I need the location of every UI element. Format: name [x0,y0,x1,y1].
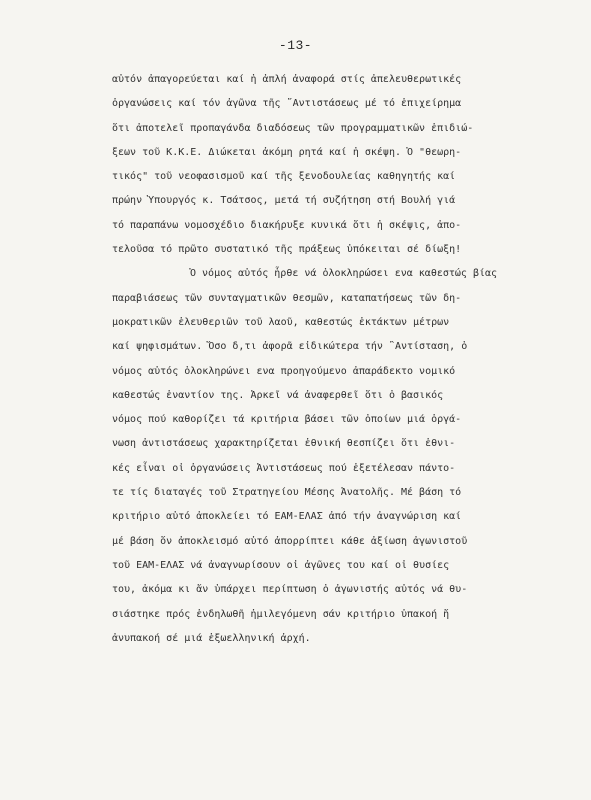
text-line: νωση ἀντιστάσεως χαρακτηρίζεται ἐθνική θεσπίζει ὅτι ἐθνι- [112,438,456,450]
text-line: κριτήριο αὐτό ἀποκλείει τό ΕΑΜ-ΕΛΑΣ ἀπό τήν ἀναγνώριση καί [112,511,462,523]
text-line: τοῦ ΕΑΜ-ΕΛΑΣ νά ἀναγνωρίσουν οἱ ἀγῶνες του καί οἱ θυσίες [112,559,450,571]
text-line: Ὁ νόμος αὐτός ἦρθε νά ὁλοκληρώσει ενα καθεστώς βίας [190,268,498,280]
text-line: αὐτόν ἀπαγορεύεται καί ἡ ἁπλή ἀναφορά στίς ἀπελευθερωτικές [112,74,462,85]
text-line: ξεων τοῦ Κ.Κ.Ε. Διώκεται ἀκόμη ρητά καί ἡ σκέψη. Ὁ "θεωρη- [112,146,462,158]
page-number: -13- [278,38,313,53]
text-line: τικός" τοῦ νεοφασισμοῦ καί τῆς ξενοδουλείας καθηγητής καί [112,171,456,183]
text-line: τελοῦσα τό πρῶτο συστατικό τῆς πράξεως ὑπόκειται σέ δίωξη! [112,244,462,256]
text-line: μοκρατικῶν ἐλευθεριῶν τοῦ λαοῦ, καθεστώς ἐκτάκτων μέτρων [112,316,450,328]
body-text [112,68,577,651]
text-line: νόμος αὐτός ὁλοκληρώνει ενα προηγούμενο ἀπαράδεκτο νομικό [112,365,456,377]
text-line: νόμος πού καθορίζει τά κριτήρια βάσει τῶν ὁποίων μιά ὀργά- [112,414,462,426]
text-line: ἀνυπακοή σέ μιά ἐξωελληνική ἀρχή. [112,632,311,644]
text-line: ὅτι ἀποτελεῖ προπαγάνδα διαδόσεως τῶν προγραμματικῶν ἐπιδιώ- [112,122,474,134]
text-line: ὀργανώσεις καί τόν ἀγῶνα τῆς ῎Αντιστάσεως μέ τό ἐπιχείρημα [112,98,462,110]
text-line: πρώην Ὑπουργός κ. Τσάτσος, μετά τή συζήτηση στή Βουλή γιά [112,195,456,207]
text-line: καί ψηφισμάτων. Ὅσο δ,τι ἀφορᾶ εἰδικώτερα τήν ῍Αντίσταση, ὁ [112,341,468,353]
text-line: τε τίς διαταγές τοῦ Στρατηγείου Μέσης Ἀνατολῆς. Μέ βάση τό [112,487,462,499]
text-line: τό παραπάνω νομοσχέδιο διακήρυξε κυνικά ὅτι ἡ σκέψις, ἀπο- [112,219,462,231]
text-line: μέ βάση ὅν ἀποκλεισμό αὐτό ἀπορρίπτει κάθε ἀξίωση ἀγωνιστοῦ [112,535,468,547]
text-line: καθεστώς ἐναντίον της. Ἀρκεῖ νά ἀναφερθεῖ ὅτι ὁ βασικός [112,389,444,401]
text-line: του, ἀκόμα κι ἄν ὑπάρχει περίπτωση ὁ ἀγωνιστής αὐτός νά θυ- [112,584,468,596]
text-line: κές εἶναι οἱ ὀργανώσεις Ἀντιστάσεως πού ἐξετέλεσαν πάντο- [112,462,456,474]
text-line: σιάστηκε πρός ἐνδηλωθῆ ἠμιλεγόμενη σάν κριτήριο ὑπακοή ἤ [112,608,450,620]
text-line: παραβιάσεως τῶν συνταγματικῶν θεσμῶν, καταπατήσεως τῶν δη- [112,292,462,304]
